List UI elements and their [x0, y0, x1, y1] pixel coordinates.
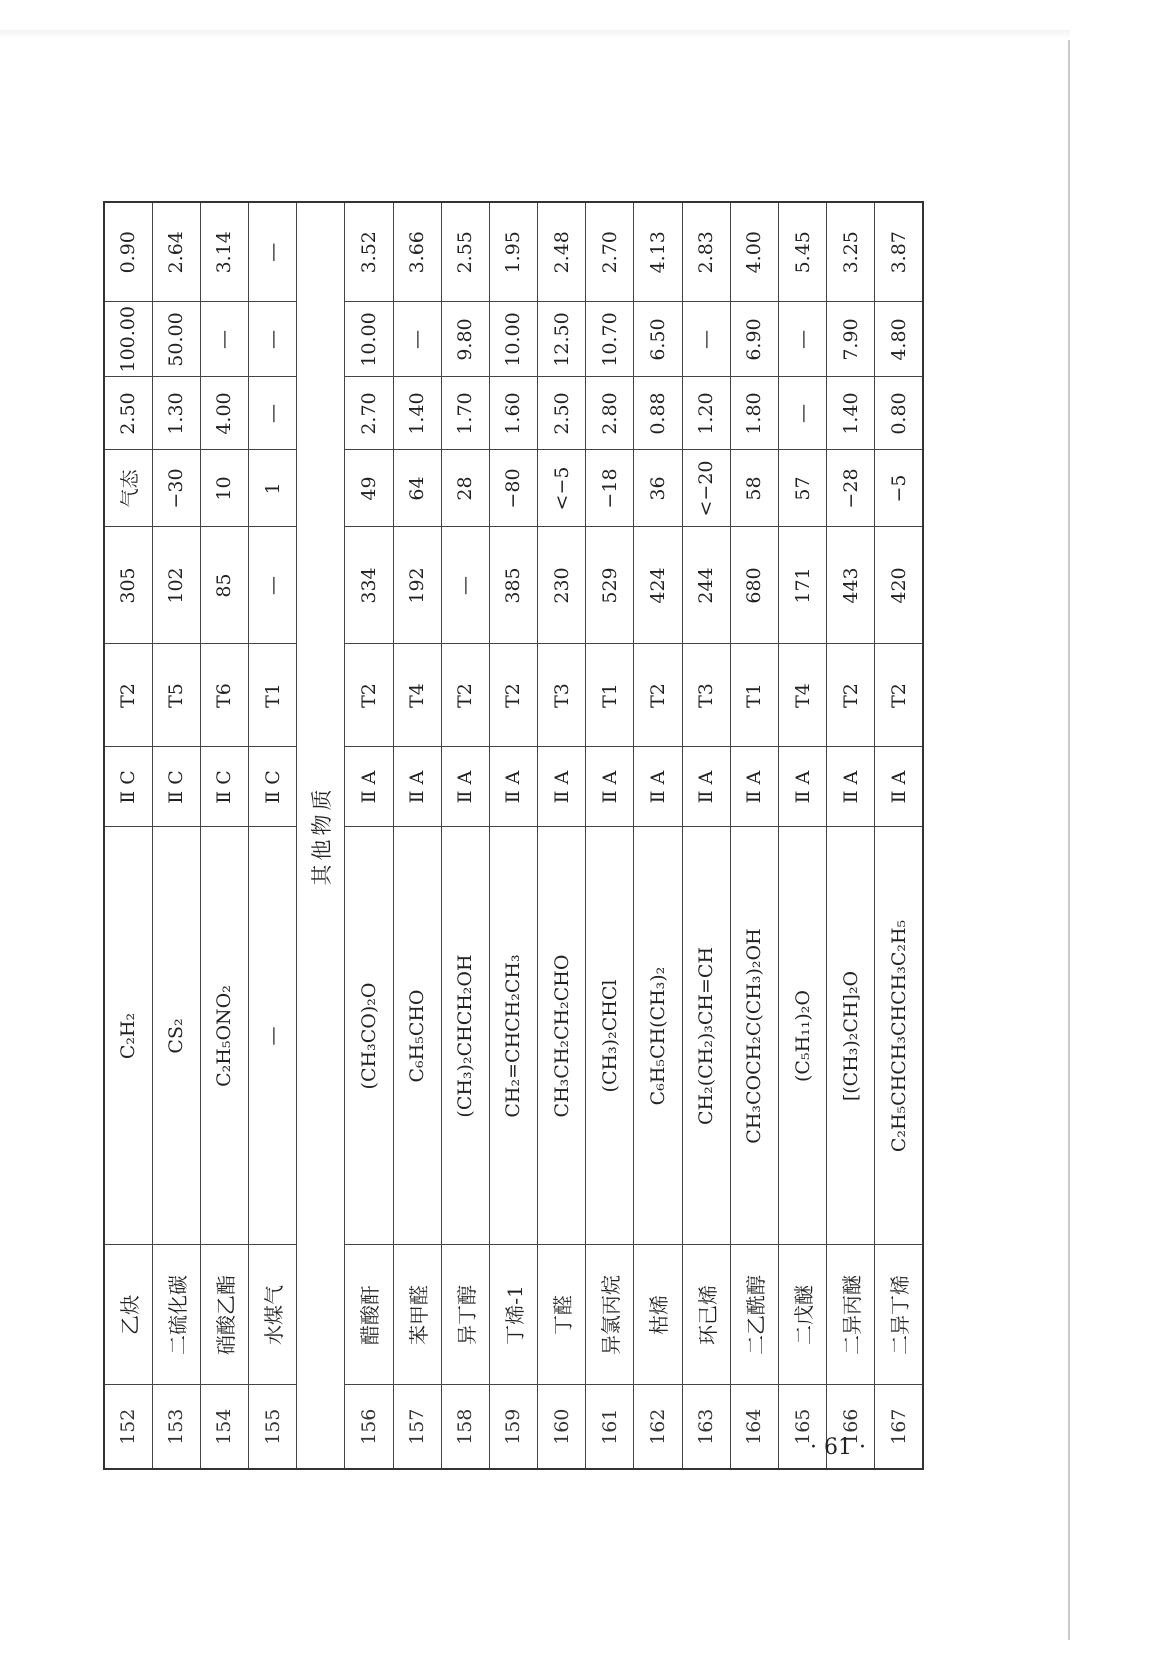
cell-ignition-temp: 171 — [778, 527, 826, 644]
table-row — [345, 202, 393, 1469]
cell-group: Ⅱ A — [586, 747, 634, 827]
cell-temp-class: T4 — [393, 644, 441, 747]
cell-temp-class: T1 — [730, 644, 778, 747]
cell-group: Ⅱ A — [393, 747, 441, 827]
cell-ignition-temp: 443 — [827, 527, 875, 644]
table-row — [152, 202, 200, 1469]
cell-formula: CH₂(CH₂)₃CH=CH — [682, 827, 730, 1245]
cell-ignition-temp: 85 — [200, 527, 248, 644]
cell-formula: — — [249, 827, 297, 1245]
cell-temp-class: T3 — [538, 644, 586, 747]
cell-temp-class: T4 — [778, 644, 826, 747]
cell-lower-limit: 2.70 — [345, 377, 393, 450]
cell-formula: C₂H₅ONO₂ — [200, 827, 248, 1245]
cell-temp-class: T2 — [345, 644, 393, 747]
cell-density: 1.95 — [489, 202, 537, 302]
cell-flash-point: 57 — [778, 450, 826, 527]
table-row — [441, 202, 489, 1469]
cell-formula: CH₃COCH₂C(CH₃)₂OH — [730, 827, 778, 1245]
table-row — [104, 202, 152, 1469]
cell-density: — — [249, 202, 297, 302]
cell-temp-class: T2 — [104, 644, 152, 747]
cell-name: 环己烯 — [682, 1245, 730, 1385]
cell-upper-limit: 7.90 — [827, 302, 875, 377]
cell-group: Ⅱ A — [345, 747, 393, 827]
table-row — [778, 202, 826, 1469]
cell-upper-limit: 100.00 — [104, 302, 152, 377]
cell-number: 165 — [778, 1385, 826, 1469]
table-row — [200, 202, 248, 1469]
cell-formula: CH₂=CHCH₂CH₃ — [489, 827, 537, 1245]
table-row — [634, 202, 682, 1469]
cell-temp-class: T5 — [152, 644, 200, 747]
cell-name: 二异丙醚 — [827, 1245, 875, 1385]
cell-ignition-temp: — — [441, 527, 489, 644]
cell-ignition-temp: 230 — [538, 527, 586, 644]
cell-formula: (CH₃)₂CHCH₂OH — [441, 827, 489, 1245]
cell-group: Ⅱ C — [200, 747, 248, 827]
rotated-table-container — [103, 203, 924, 1470]
cell-formula: [(CH₃)₂CH]₂O — [827, 827, 875, 1245]
table-body-bottom — [345, 202, 923, 1469]
cell-flash-point: −30 — [152, 450, 200, 527]
cell-ignition-temp: 305 — [104, 527, 152, 644]
table-row — [875, 202, 923, 1469]
table-row — [682, 202, 730, 1469]
cell-density: 4.00 — [730, 202, 778, 302]
cell-flash-point: 气态 — [104, 450, 152, 527]
cell-flash-point: <−5 — [538, 450, 586, 527]
table-body-section — [297, 202, 345, 1469]
cell-density: 3.87 — [875, 202, 923, 302]
cell-flash-point: 58 — [730, 450, 778, 527]
table-row — [249, 202, 297, 1469]
cell-ignition-temp: 529 — [586, 527, 634, 644]
cell-name: 乙炔 — [104, 1245, 152, 1385]
cell-group: Ⅱ A — [875, 747, 923, 827]
cell-number: 164 — [730, 1385, 778, 1469]
cell-number: 166 — [827, 1385, 875, 1469]
cell-number: 159 — [489, 1385, 537, 1469]
cell-upper-limit: 10.00 — [345, 302, 393, 377]
cell-group: Ⅱ A — [489, 747, 537, 827]
cell-name: 二异丁烯 — [875, 1245, 923, 1385]
cell-flash-point: −5 — [875, 450, 923, 527]
cell-lower-limit: 1.70 — [441, 377, 489, 450]
cell-group: Ⅱ C — [249, 747, 297, 827]
cell-ignition-temp: 102 — [152, 527, 200, 644]
cell-name: 醋酸酐 — [345, 1245, 393, 1385]
table-row — [489, 202, 537, 1469]
cell-formula: C₂H₂ — [104, 827, 152, 1245]
cell-lower-limit: 1.40 — [827, 377, 875, 450]
cell-ignition-temp: 192 — [393, 527, 441, 644]
cell-temp-class: T1 — [586, 644, 634, 747]
section-row — [297, 202, 345, 1469]
cell-number: 157 — [393, 1385, 441, 1469]
cell-ignition-temp: 334 — [345, 527, 393, 644]
cell-group: Ⅱ A — [682, 747, 730, 827]
cell-density: 2.83 — [682, 202, 730, 302]
table-row — [730, 202, 778, 1469]
cell-density: 3.25 — [827, 202, 875, 302]
cell-formula: (C₅H₁₁)₂O — [778, 827, 826, 1245]
cell-upper-limit: 6.50 — [634, 302, 682, 377]
cell-name: 二乙酰醇 — [730, 1245, 778, 1385]
cell-ignition-temp: 680 — [730, 527, 778, 644]
cell-lower-limit: 4.00 — [200, 377, 248, 450]
cell-upper-limit: 6.90 — [730, 302, 778, 377]
cell-temp-class: T1 — [249, 644, 297, 747]
cell-density: 5.45 — [778, 202, 826, 302]
cell-formula: CH₃CH₂CH₂CHO — [538, 827, 586, 1245]
table-body-top — [104, 202, 297, 1469]
cell-upper-limit: 10.70 — [586, 302, 634, 377]
cell-formula: C₆H₅CHO — [393, 827, 441, 1245]
cell-number: 160 — [538, 1385, 586, 1469]
table-row — [586, 202, 634, 1469]
cell-density: 3.52 — [345, 202, 393, 302]
cell-flash-point: −28 — [827, 450, 875, 527]
cell-number: 153 — [152, 1385, 200, 1469]
cell-lower-limit: 2.80 — [586, 377, 634, 450]
cell-temp-class: T2 — [875, 644, 923, 747]
section-header: 其他物质 — [297, 202, 345, 1469]
cell-temp-class: T2 — [827, 644, 875, 747]
scan-shadow — [0, 30, 1070, 38]
cell-flash-point: 1 — [249, 450, 297, 527]
cell-lower-limit: 2.50 — [104, 377, 152, 450]
cell-upper-limit: 9.80 — [441, 302, 489, 377]
cell-lower-limit: — — [778, 377, 826, 450]
table-row — [393, 202, 441, 1469]
cell-flash-point: <−20 — [682, 450, 730, 527]
cell-number: 158 — [441, 1385, 489, 1469]
cell-name: 硝酸乙酯 — [200, 1245, 248, 1385]
cell-lower-limit: 1.20 — [682, 377, 730, 450]
cell-lower-limit: 1.40 — [393, 377, 441, 450]
page-number: · 61 · — [810, 1435, 866, 1460]
cell-lower-limit: 1.30 — [152, 377, 200, 450]
cell-lower-limit: 0.88 — [634, 377, 682, 450]
cell-group: Ⅱ A — [441, 747, 489, 827]
cell-temp-class: T6 — [200, 644, 248, 747]
cell-density: 3.14 — [200, 202, 248, 302]
table-rotation-frame — [103, 203, 924, 1470]
cell-upper-limit: 12.50 — [538, 302, 586, 377]
cell-flash-point: 10 — [200, 450, 248, 527]
cell-formula: (CH₃)₂CHCl — [586, 827, 634, 1245]
cell-formula: C₂H₅CHCH₃CHCH₃C₂H₅ — [875, 827, 923, 1245]
cell-name: 异氯丙烷 — [586, 1245, 634, 1385]
cell-upper-limit: — — [778, 302, 826, 377]
cell-number: 156 — [345, 1385, 393, 1469]
cell-upper-limit: — — [249, 302, 297, 377]
cell-temp-class: T2 — [441, 644, 489, 747]
cell-density: 2.55 — [441, 202, 489, 302]
cell-ignition-temp: 244 — [682, 527, 730, 644]
cell-group: Ⅱ C — [104, 747, 152, 827]
cell-name: 异丁醇 — [441, 1245, 489, 1385]
cell-group: Ⅱ A — [827, 747, 875, 827]
cell-name: 二戊醚 — [778, 1245, 826, 1385]
cell-lower-limit: 2.50 — [538, 377, 586, 450]
cell-number: 155 — [249, 1385, 297, 1469]
cell-lower-limit: 0.80 — [875, 377, 923, 450]
substance-data-table — [103, 201, 924, 1470]
cell-density: 0.90 — [104, 202, 152, 302]
cell-density: 2.70 — [586, 202, 634, 302]
cell-name: 二硫化碳 — [152, 1245, 200, 1385]
cell-group: Ⅱ A — [634, 747, 682, 827]
cell-upper-limit: 4.80 — [875, 302, 923, 377]
cell-group: Ⅱ A — [730, 747, 778, 827]
cell-upper-limit: — — [200, 302, 248, 377]
cell-density: 4.13 — [634, 202, 682, 302]
cell-upper-limit: — — [682, 302, 730, 377]
cell-number: 163 — [682, 1385, 730, 1469]
cell-group: Ⅱ C — [152, 747, 200, 827]
cell-name: 丁醛 — [538, 1245, 586, 1385]
cell-flash-point: 49 — [345, 450, 393, 527]
cell-density: 3.66 — [393, 202, 441, 302]
cell-number: 167 — [875, 1385, 923, 1469]
cell-name: 苯甲醛 — [393, 1245, 441, 1385]
cell-upper-limit: 50.00 — [152, 302, 200, 377]
cell-group: Ⅱ A — [778, 747, 826, 827]
cell-flash-point: −80 — [489, 450, 537, 527]
cell-ignition-temp: — — [249, 527, 297, 644]
cell-name: 枯烯 — [634, 1245, 682, 1385]
cell-number: 161 — [586, 1385, 634, 1469]
cell-flash-point: 64 — [393, 450, 441, 527]
cell-ignition-temp: 424 — [634, 527, 682, 644]
cell-density: 2.64 — [152, 202, 200, 302]
table-row — [538, 202, 586, 1469]
cell-lower-limit: — — [249, 377, 297, 450]
cell-ignition-temp: 420 — [875, 527, 923, 644]
cell-flash-point: 36 — [634, 450, 682, 527]
cell-upper-limit: — — [393, 302, 441, 377]
cell-temp-class: T3 — [682, 644, 730, 747]
cell-lower-limit: 1.80 — [730, 377, 778, 450]
cell-upper-limit: 10.00 — [489, 302, 537, 377]
cell-temp-class: T2 — [634, 644, 682, 747]
cell-number: 154 — [200, 1385, 248, 1469]
cell-number: 152 — [104, 1385, 152, 1469]
cell-name: 水煤气 — [249, 1245, 297, 1385]
page-edge-line — [1068, 40, 1070, 1640]
cell-name: 丁烯-1 — [489, 1245, 537, 1385]
cell-lower-limit: 1.60 — [489, 377, 537, 450]
cell-formula: C₆H₅CH(CH₃)₂ — [634, 827, 682, 1245]
cell-group: Ⅱ A — [538, 747, 586, 827]
cell-flash-point: −18 — [586, 450, 634, 527]
cell-temp-class: T2 — [489, 644, 537, 747]
cell-number: 162 — [634, 1385, 682, 1469]
cell-ignition-temp: 385 — [489, 527, 537, 644]
table-row — [827, 202, 875, 1469]
cell-flash-point: 28 — [441, 450, 489, 527]
cell-density: 2.48 — [538, 202, 586, 302]
cell-formula: (CH₃CO)₂O — [345, 827, 393, 1245]
cell-formula: CS₂ — [152, 827, 200, 1245]
